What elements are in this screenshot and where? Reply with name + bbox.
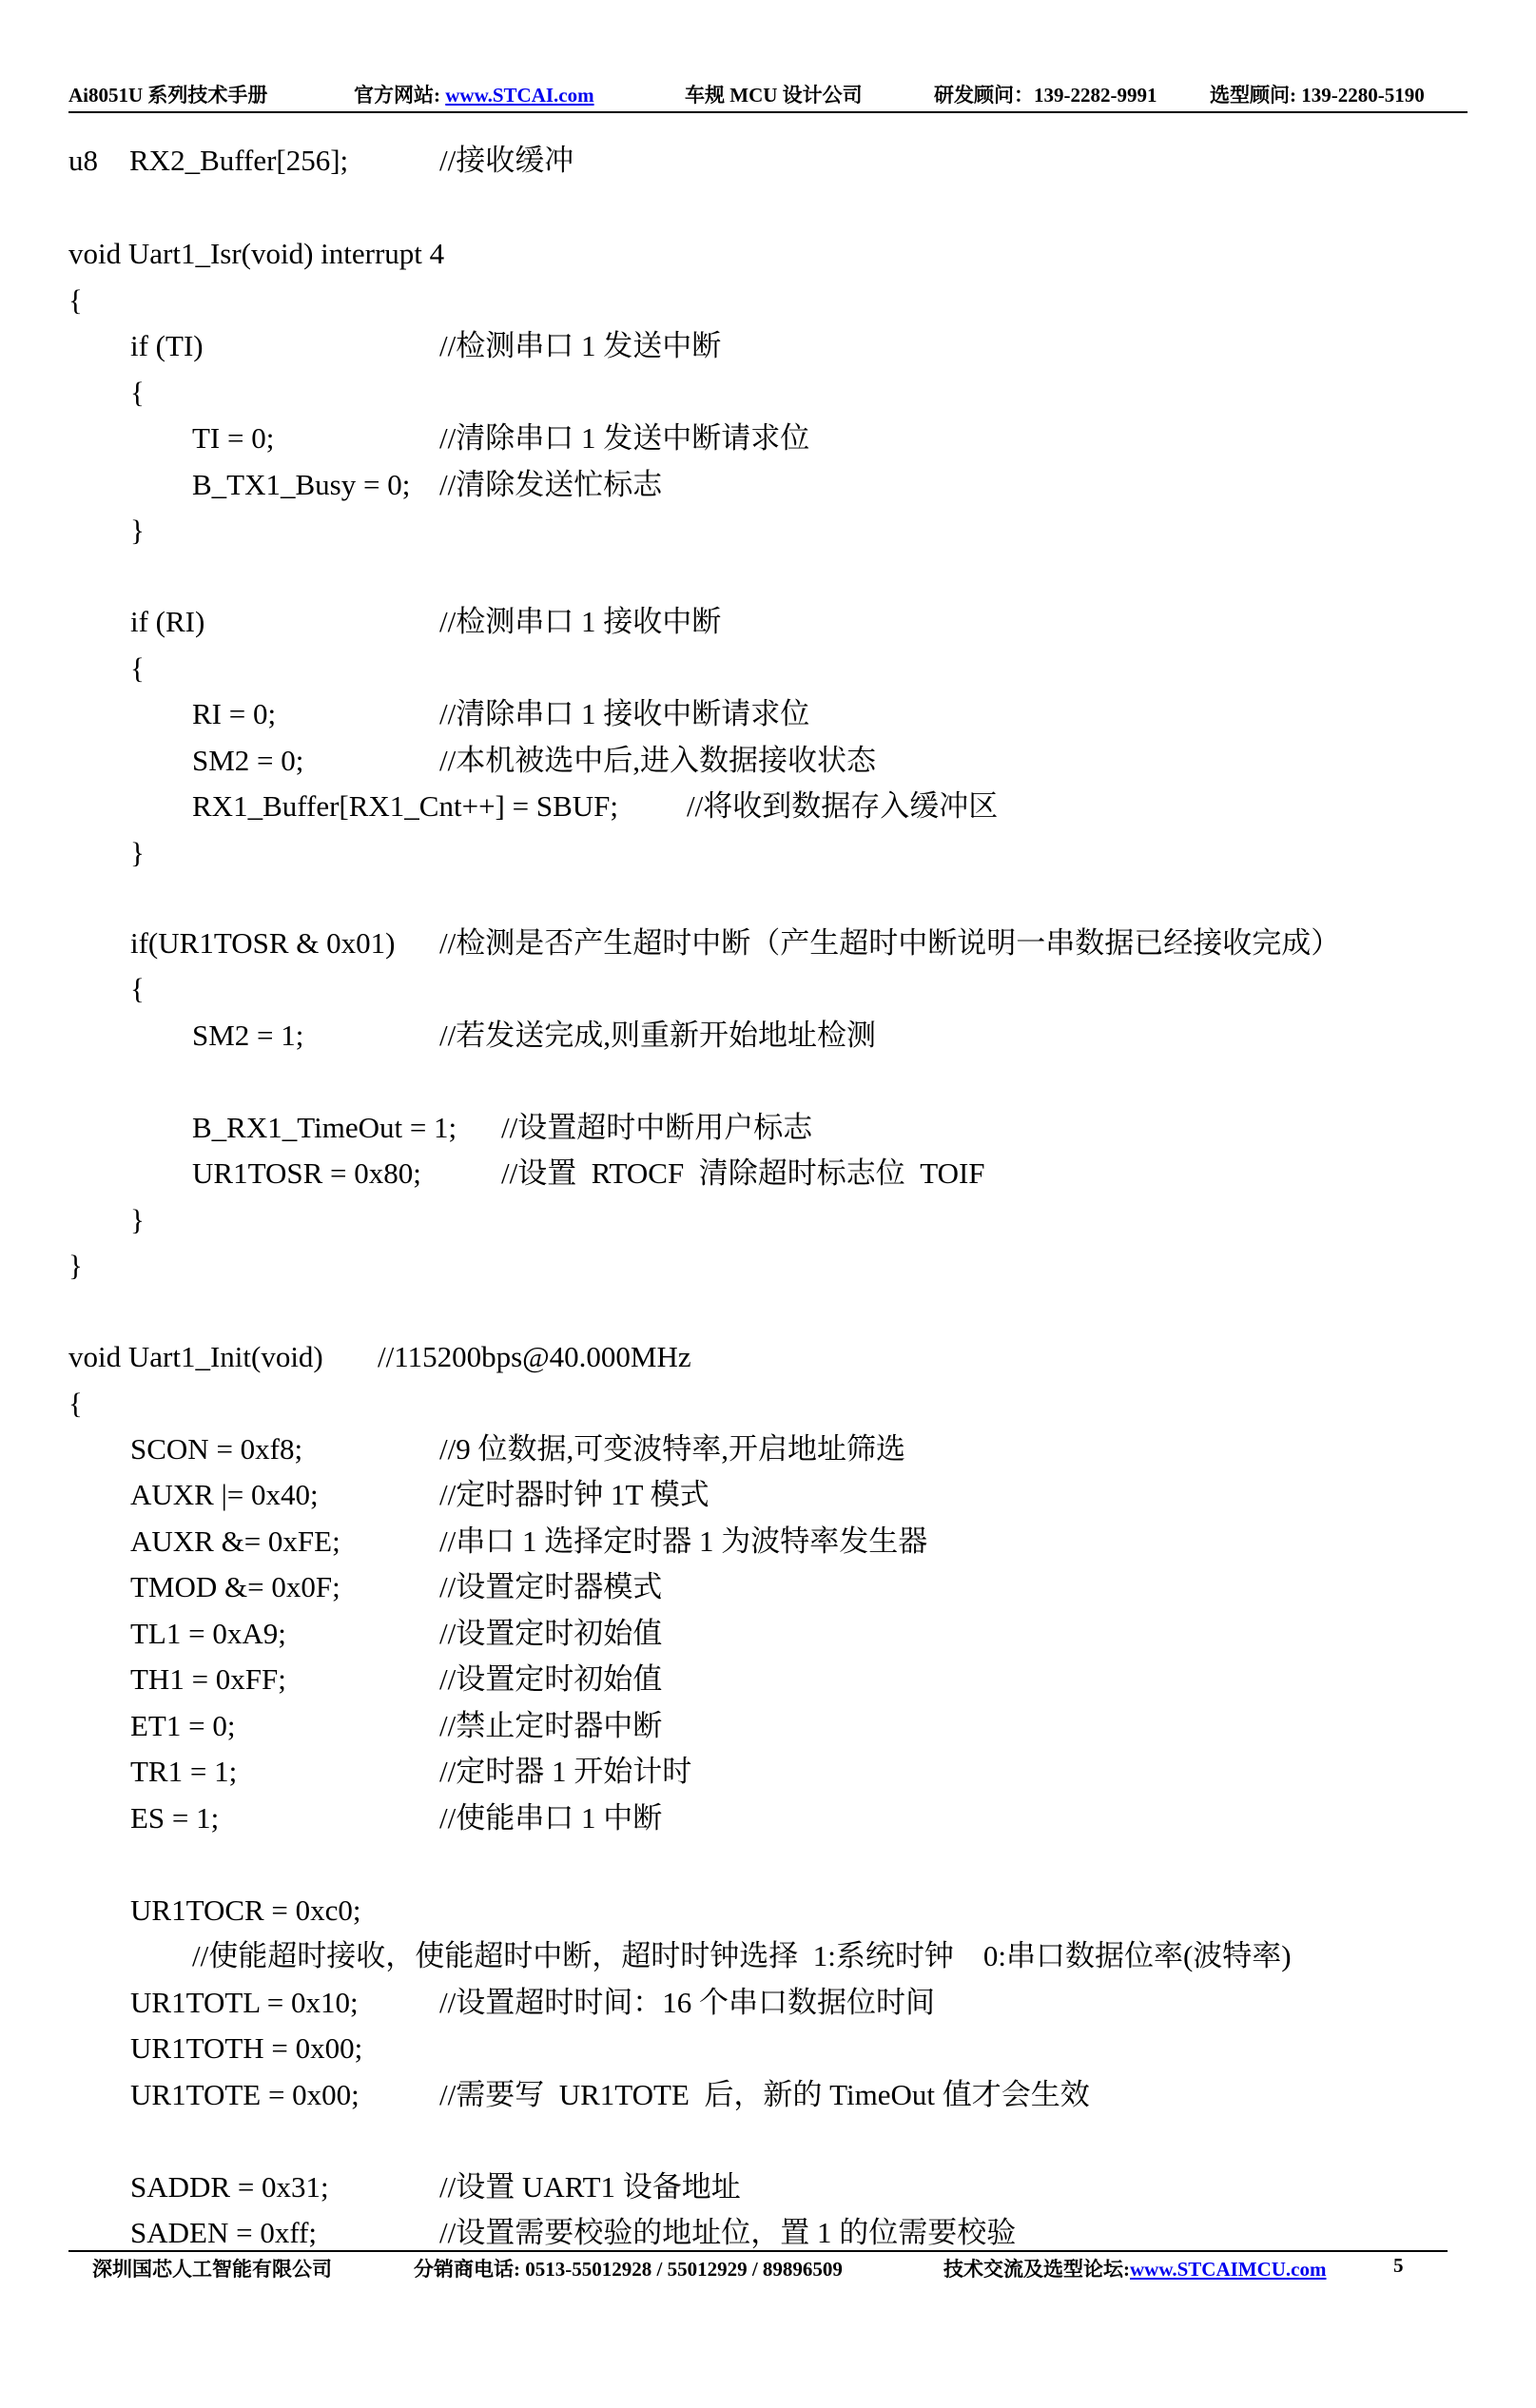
code-comment: //将收到数据存入缓冲区 bbox=[687, 789, 999, 823]
forum-link[interactable]: www.STCAIMCU.com bbox=[1130, 2258, 1327, 2281]
code-comment: //清除串口 1 接收中断请求位 bbox=[439, 697, 810, 730]
code-comment: //9 位数据,可变波特率,开启地址筛选 bbox=[439, 1432, 905, 1466]
page-footer bbox=[92, 2254, 1462, 2286]
code-comment: //接收缓冲 bbox=[439, 144, 574, 177]
code-text: void Uart1_Init(void) bbox=[68, 1340, 323, 1373]
code-text: UR1TOTL = 0x10; bbox=[130, 1986, 359, 2019]
code-text: { bbox=[130, 972, 145, 1005]
footer-distributor-phones: 分销商电话: 0513-55012928 / 55012929 / 89896509 bbox=[414, 2258, 843, 2281]
code-text: if(UR1TOSR & 0x01) bbox=[130, 926, 396, 960]
code-text: UR1TOSR = 0x80; bbox=[192, 1156, 421, 1190]
code-text: } bbox=[130, 514, 145, 547]
code-comment: //设置需要校验的地址位，置 1 的位需要校验 bbox=[439, 2216, 1017, 2249]
code-text: if (TI) bbox=[130, 329, 204, 362]
dev-consultant: 研发顾问：139-2282-9991 bbox=[934, 84, 1157, 107]
code-text: TL1 = 0xA9; bbox=[130, 1617, 286, 1650]
code-text: TMOD &= 0x0F; bbox=[130, 1570, 340, 1603]
code-comment: //检测是否产生超时中断（产生超时中断说明一串数据已经接收完成） bbox=[439, 926, 1341, 960]
code-text: RI = 0; bbox=[192, 697, 277, 730]
code-text: TR1 = 1; bbox=[130, 1755, 238, 1788]
code-text: u8 bbox=[68, 144, 98, 177]
code-text: UR1TOTE = 0x00; bbox=[130, 2078, 360, 2111]
code-text: } bbox=[130, 836, 145, 869]
website-label: 官方网站: bbox=[354, 84, 446, 107]
code-text: B_RX1_TimeOut = 1; bbox=[192, 1111, 457, 1144]
code-text: AUXR |= 0x40; bbox=[130, 1478, 319, 1511]
code-text: SADDR = 0x31; bbox=[130, 2170, 329, 2204]
footer-company: 深圳国芯人工智能有限公司 bbox=[92, 2258, 332, 2281]
code-comment: //清除串口 1 发送中断请求位 bbox=[439, 421, 810, 455]
sel-consultant: 选型顾问: 139-2280-5190 bbox=[1210, 84, 1425, 107]
code-comment: //设置 RTOCF 清除超时标志位 TOIF bbox=[501, 1156, 985, 1190]
code-comment: //禁止定时器中断 bbox=[439, 1709, 663, 1742]
code-text: { bbox=[68, 283, 83, 317]
code-text: SADEN = 0xff; bbox=[130, 2216, 318, 2249]
code-comment: //设置定时器模式 bbox=[439, 1570, 663, 1603]
code-text: RX1_Buffer[RX1_Cnt++] = SBUF; bbox=[192, 789, 619, 823]
company-tag: 车规 MCU 设计公司 bbox=[685, 84, 863, 107]
code-comment: //需要写 UR1TOTE 后，新的 TimeOut 值才会生效 bbox=[439, 2078, 1090, 2111]
code-text: SCON = 0xf8; bbox=[130, 1432, 303, 1466]
code-text: ES = 1; bbox=[130, 1801, 220, 1835]
code-comment: //本机被选中后,进入数据接收状态 bbox=[439, 744, 876, 777]
page-header bbox=[68, 80, 1467, 112]
code-text: B_TX1_Busy = 0; bbox=[192, 468, 411, 501]
code-text: TH1 = 0xFF; bbox=[130, 1662, 286, 1696]
manual-title: Ai8051U 系列技术手册 bbox=[68, 84, 268, 107]
code-text: if (RI) bbox=[130, 605, 205, 638]
code-comment: //检测串口 1 发送中断 bbox=[439, 329, 722, 362]
code-text: } bbox=[130, 1203, 145, 1236]
code-comment: //115200bps@40.000MHz bbox=[378, 1340, 691, 1373]
code-text: SM2 = 1; bbox=[192, 1019, 304, 1052]
code-text: { bbox=[130, 376, 145, 409]
footer-divider bbox=[68, 2250, 1448, 2252]
code-text: void Uart1_Isr(void) interrupt 4 bbox=[68, 237, 445, 270]
code-text: { bbox=[68, 1387, 83, 1420]
code-comment: //定时器时钟 1T 模式 bbox=[439, 1478, 710, 1511]
code-text: RX2_Buffer[256]; bbox=[129, 144, 349, 177]
code-text: } bbox=[68, 1249, 83, 1282]
page-number: 5 bbox=[1393, 2254, 1404, 2277]
code-text: UR1TOCR = 0xc0; bbox=[130, 1893, 361, 1927]
code-comment: //设置定时初始值 bbox=[439, 1617, 663, 1650]
website bbox=[354, 80, 594, 108]
code-text: { bbox=[130, 651, 145, 685]
header-divider bbox=[68, 111, 1468, 113]
code-comment: //清除发送忙标志 bbox=[439, 468, 663, 501]
footer-forum bbox=[943, 2254, 1327, 2282]
code-comment: //设置超时中断用户标志 bbox=[501, 1111, 813, 1144]
website-link[interactable]: www.STCAI.com bbox=[445, 84, 594, 107]
code-comment: //检测串口 1 接收中断 bbox=[439, 605, 722, 638]
code-text: AUXR &= 0xFE; bbox=[130, 1524, 340, 1558]
code-text: TI = 0; bbox=[192, 421, 275, 455]
code-text: UR1TOTH = 0x00; bbox=[130, 2031, 363, 2065]
code-comment: //定时器 1 开始计时 bbox=[439, 1755, 692, 1788]
code-comment: //使能串口 1 中断 bbox=[439, 1801, 663, 1835]
code-comment: //设置定时初始值 bbox=[439, 1662, 663, 1696]
code-text: ET1 = 0; bbox=[130, 1709, 236, 1742]
code-comment: //串口 1 选择定时器 1 为波特率发生器 bbox=[439, 1524, 928, 1558]
code-comment: //若发送完成,则重新开始地址检测 bbox=[439, 1019, 876, 1052]
code-comment: //设置超时时间：16 个串口数据位时间 bbox=[439, 1986, 935, 2019]
code-text: SM2 = 0; bbox=[192, 744, 304, 777]
footer-forum-label: 技术交流及选型论坛: bbox=[943, 2258, 1130, 2281]
code-comment: //设置 UART1 设备地址 bbox=[439, 2170, 741, 2204]
code-comment: //使能超时接收，使能超时中断，超时时钟选择 1:系统时钟 0:串口数据位率(波特率) bbox=[192, 1939, 1292, 1972]
